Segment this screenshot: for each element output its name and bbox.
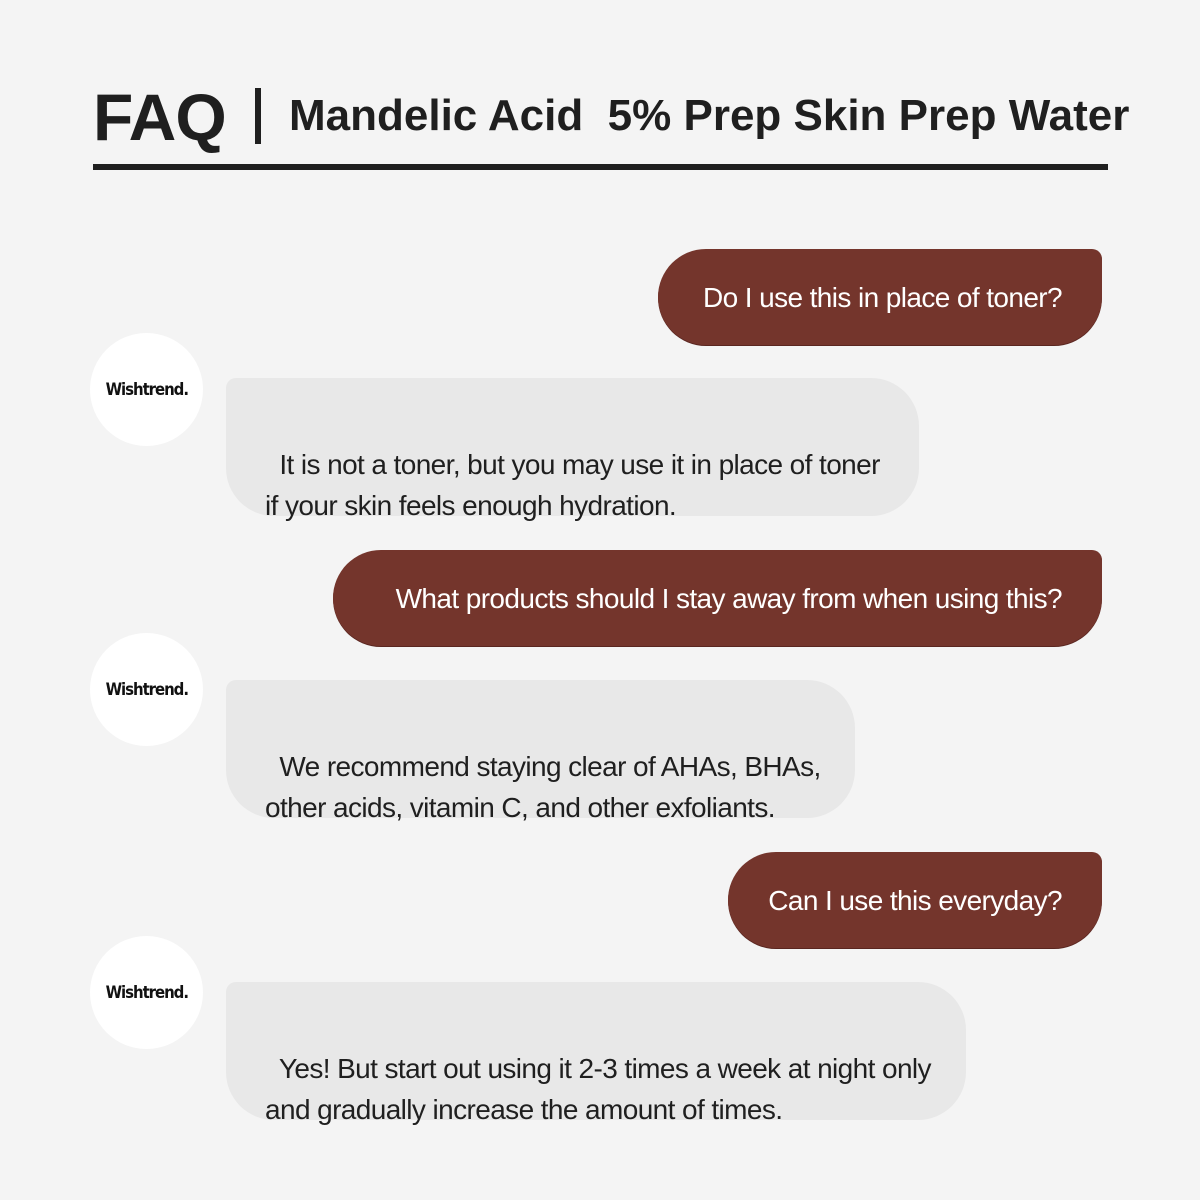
brand-logo-text: Wishtrend. <box>105 679 188 700</box>
answer-bubble-2 <box>226 680 855 823</box>
question-text-2: What products should I stay away from when using this? <box>395 582 1062 614</box>
brand-logo-text: Wishtrend. <box>105 379 188 400</box>
answer-text-1: It is not a toner, but you may use it in place of toner if your skin feels enough hydration. <box>265 449 880 521</box>
answer-bubble-1 <box>226 378 919 521</box>
question-text-1: Do I use this in place of toner? <box>702 281 1062 313</box>
question-text-3: Can I use this everyday? <box>768 884 1062 916</box>
title-separator <box>255 88 261 144</box>
product-title: Mandelic Acid 5% Prep Skin Prep Water <box>289 91 1130 140</box>
brand-avatar-3 <box>90 936 203 1049</box>
answer-text-2: We recommend staying clear of AHAs, BHAs, other acids, vitamin C, and other exfoliants. <box>265 751 821 823</box>
question-bubble-3 <box>728 852 1102 948</box>
page-header <box>93 78 1130 170</box>
brand-logo-text: Wishtrend. <box>105 982 188 1003</box>
answer-bubble-3 <box>226 982 966 1125</box>
faq-title: FAQ <box>93 80 226 154</box>
brand-avatar-2 <box>90 633 203 746</box>
question-bubble-2 <box>333 550 1102 646</box>
brand-avatar-1 <box>90 333 203 446</box>
question-bubble-1 <box>658 249 1102 345</box>
answer-text-3: Yes! But start out using it 2-3 times a week at night only and gradually increase the amount of times. <box>265 1053 931 1125</box>
